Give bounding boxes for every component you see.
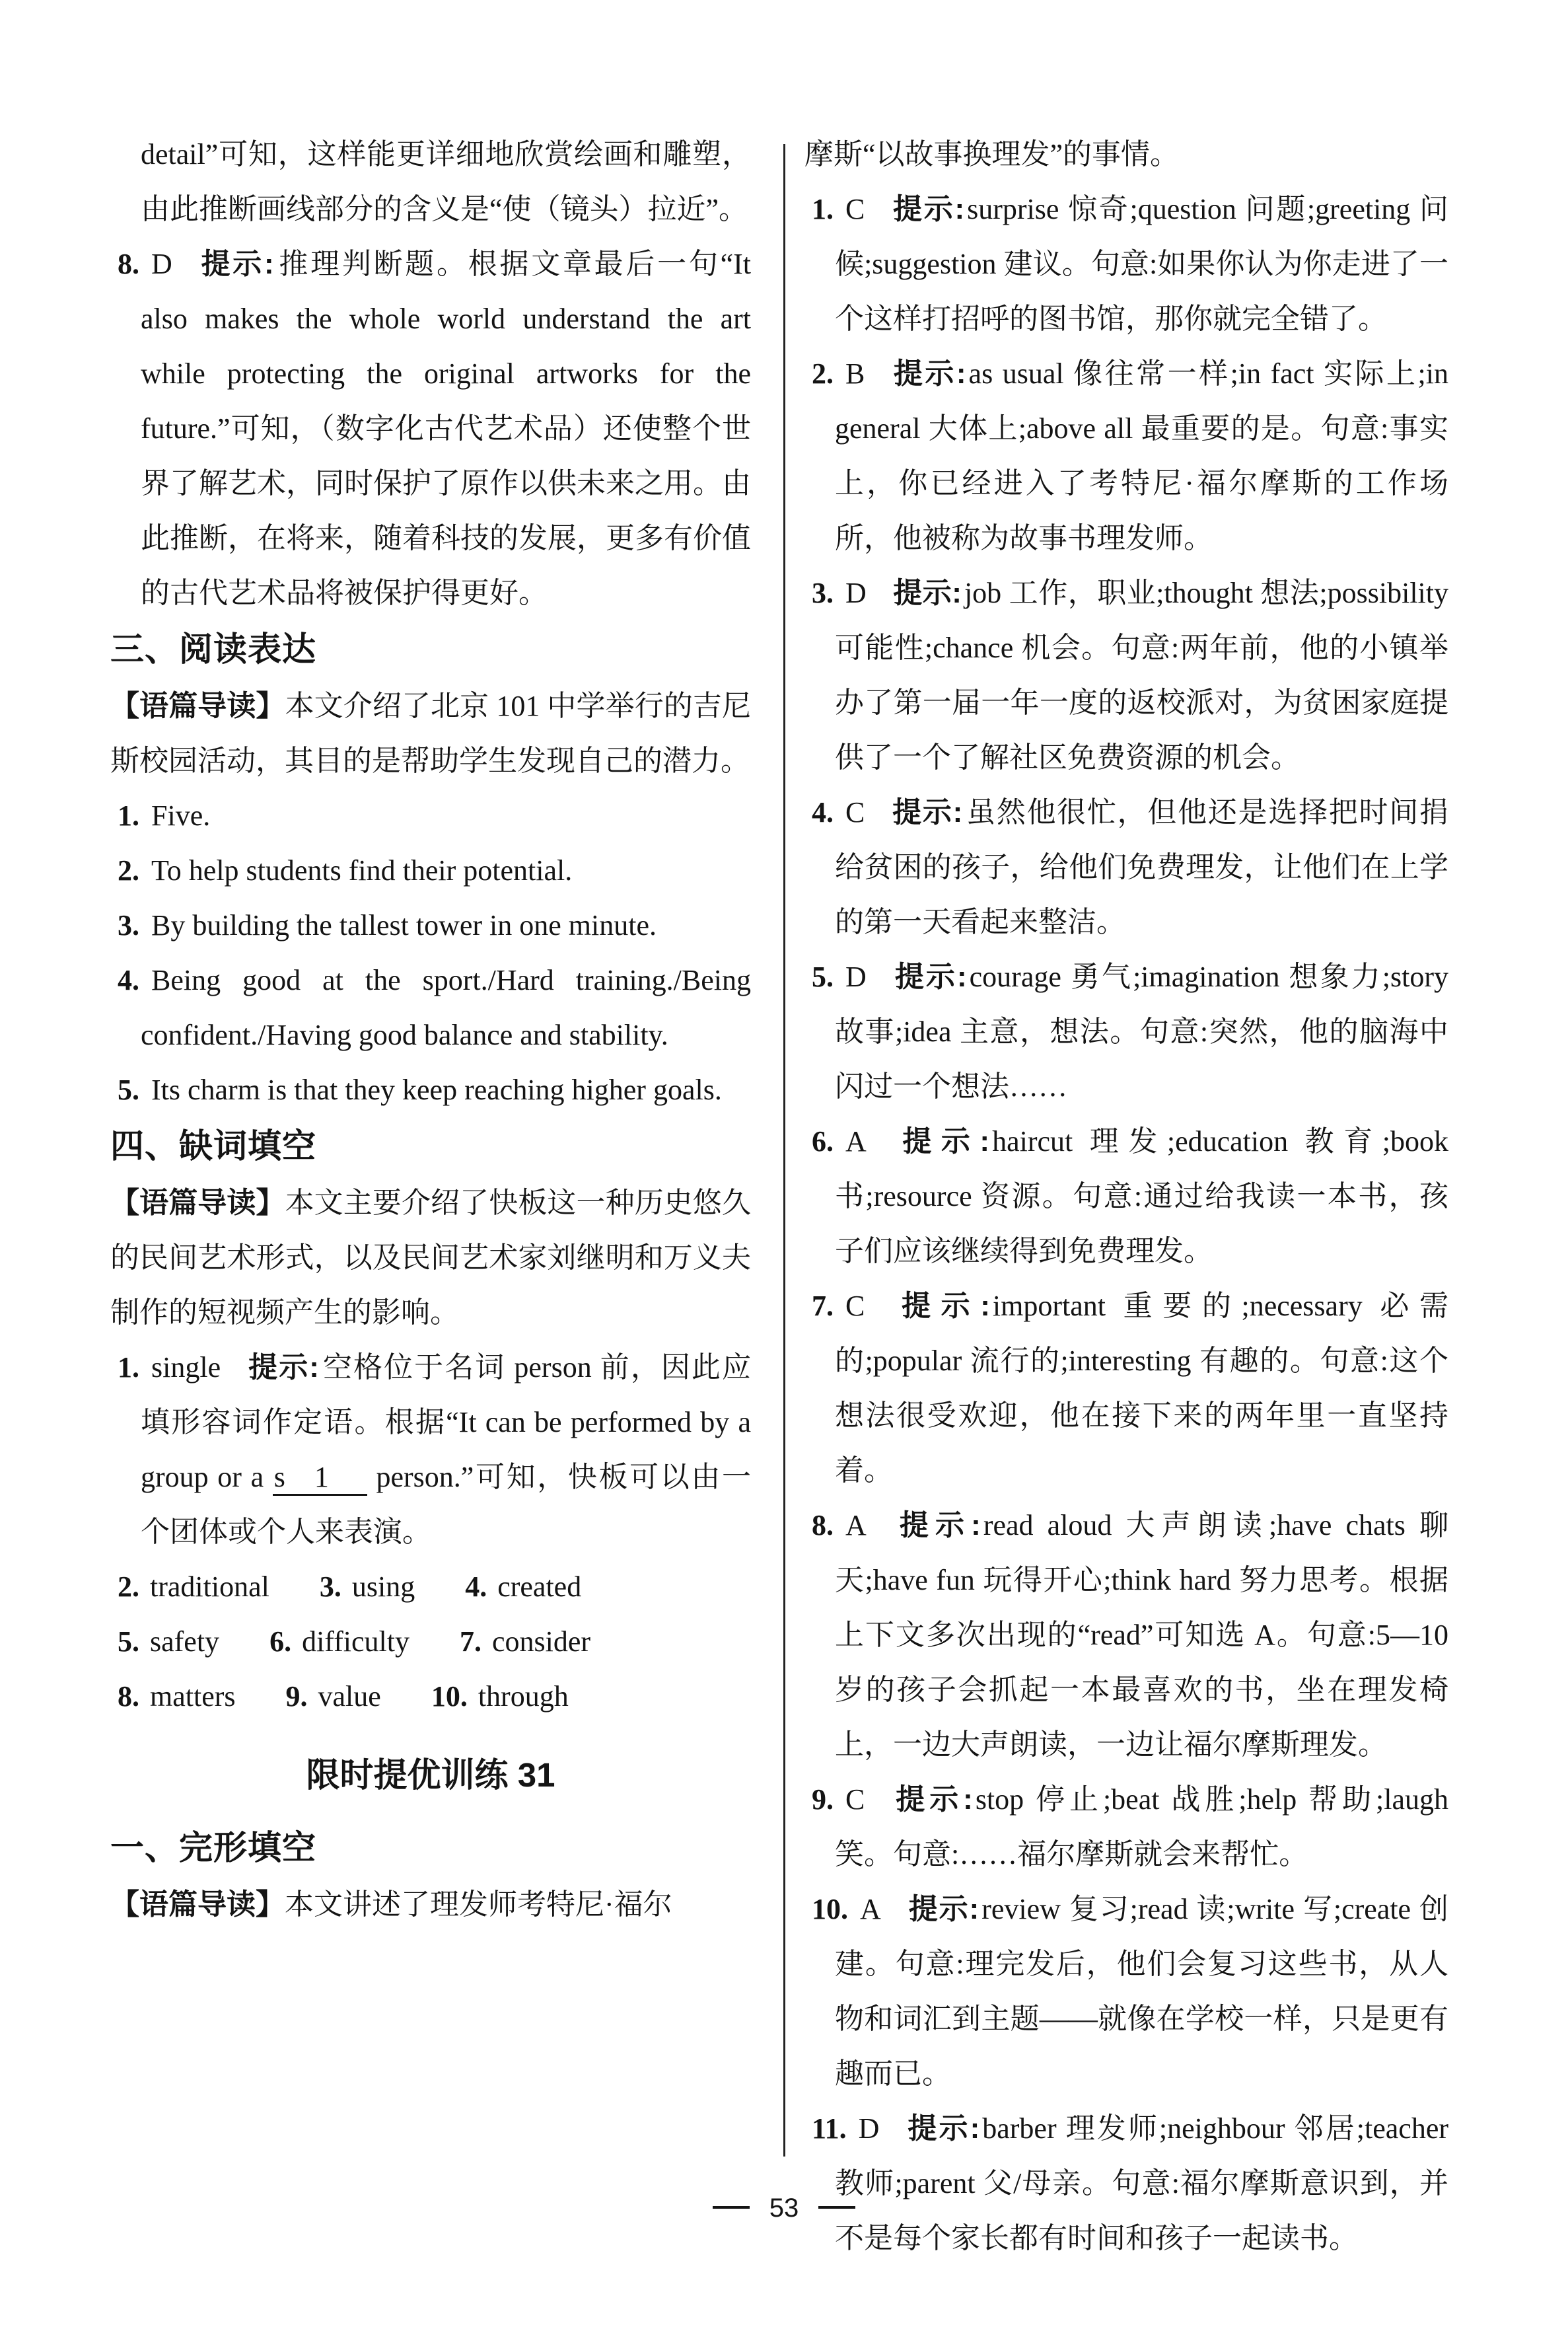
section-heading: 四、缺词填空 — [110, 1127, 317, 1165]
passage-intro — [110, 1877, 751, 1932]
answer-item — [110, 898, 751, 953]
fill-in-blank: s 1 — [273, 1461, 367, 1496]
answer-letter: C — [845, 1290, 865, 1322]
item-number: 2. — [812, 357, 834, 390]
answer-item — [804, 1882, 1448, 2101]
page-footer — [0, 2191, 1568, 2225]
answer-pair — [269, 1614, 410, 1669]
answer-row — [110, 1669, 751, 1724]
text-segment: job 工作，职业;thought 想法;possibility 可能性;chance 机会。句意:两年前，他的小镇举办了第一届一年一度的返校派对，为贫困家庭提供了一个了解社区免费资源的机会。 — [835, 577, 1448, 774]
item-number: 1. — [118, 799, 139, 832]
text-segment: as usual 像往常一样;in fact 实际上;in general 大体上;above all 最重要的是。句意:事实上，你已经进入了考特尼·福尔摩斯的工作场所，他被称为故事书理发师。 — [835, 357, 1448, 554]
answer-item — [804, 949, 1448, 1114]
answer-word: using — [351, 1570, 415, 1603]
tip-label: 提示: — [891, 1290, 990, 1322]
tip-label: 提示: — [891, 193, 965, 225]
item-number: 3. — [118, 909, 139, 941]
answer-item — [804, 1772, 1448, 1882]
answer-item — [804, 1114, 1448, 1278]
answer-letter: single — [151, 1351, 221, 1384]
answer-item — [804, 566, 1448, 785]
tip-label: 提示: — [247, 1351, 319, 1384]
answer-pair — [460, 1614, 590, 1669]
item-number: 8. — [118, 1680, 139, 1713]
answer-item — [110, 237, 751, 620]
text-segment: 虽然他很忙，但他还是选择把时间捐给贫困的孩子，给他们免费理发，让他们在上学的第一天看起来整洁。 — [835, 796, 1449, 938]
item-number: 7. — [812, 1290, 834, 1322]
text-segment: stop 停止;beat 战胜;help 帮助;laugh 笑。句意:……福尔摩斯就会来帮忙。 — [835, 1783, 1449, 1870]
tip-label: 提示: — [891, 357, 966, 390]
answer-letter: C — [845, 796, 865, 829]
intro-label: 【语篇导读】 — [110, 1888, 285, 1921]
answer-pair — [118, 1559, 269, 1614]
answer-letter: D — [845, 961, 867, 993]
passage-intro — [110, 1175, 751, 1340]
item-number: 3. — [319, 1570, 341, 1603]
text-segment: Its charm is that they keep reaching higher goals. — [151, 1074, 722, 1106]
text-segment: review 复习;read 读;write 写;create 创建。句意:理完发后，他们会复习这些书，从人物和词汇到主题——就像在学校一样，只是更有趣而已。 — [835, 1893, 1449, 2090]
tip-label: 提示: — [892, 1509, 981, 1541]
tip-label: 提示: — [907, 1893, 980, 1925]
answer-item — [804, 182, 1448, 346]
answer-item — [110, 953, 751, 1062]
answer-item — [804, 785, 1448, 949]
right-column — [804, 127, 1448, 2266]
text-segment: person.”可知，快板可以由一个团体或个人来表演。 — [141, 1461, 751, 1548]
text-segment: 本文介绍了北京 101 中学举行的吉尼斯校园活动，其目的是帮助学生发现自己的潜力。 — [110, 690, 752, 777]
item-number: 5. — [812, 961, 834, 993]
item-number: 7. — [460, 1625, 481, 1658]
answer-pair — [286, 1669, 381, 1724]
text-segment: read aloud 大声朗读;have chats 聊天;have fun 玩得开心;think hard 努力思考。根据上下文多次出现的“read”可知选 A。句意:5—10 岁的孩子会抓起一本最喜欢的书，坐在理发椅上，一边大声朗读，一边让福尔摩斯理发。 — [835, 1509, 1449, 1761]
intro-label: 【语篇导读】 — [110, 1187, 285, 1219]
item-number: 5. — [118, 1625, 139, 1658]
item-number: 6. — [812, 1125, 834, 1158]
section-heading: 一、完形填空 — [110, 1829, 317, 1866]
tip-label: 提示: — [892, 1125, 990, 1158]
tip-label: 提示: — [892, 577, 962, 609]
text-segment: courage 勇气;imagination 想象力;story 故事;idea 主意，想法。句意:突然，他的脑海中闪过一个想法…… — [835, 961, 1448, 1103]
tip-label: 提示: — [891, 796, 963, 829]
tip-label: 提示: — [198, 248, 274, 280]
text-segment: 空格位于名词 person 前，因此应填形容词作定语。根据“It can be performed by a group or a — [141, 1351, 751, 1493]
left-column — [110, 127, 751, 1932]
answer-item — [804, 1498, 1448, 1772]
answer-pair — [320, 1559, 415, 1614]
item-number: 2. — [118, 1570, 139, 1603]
item-number: 10. — [431, 1680, 468, 1713]
item-number: 11. — [812, 2112, 847, 2145]
answer-letter: C — [845, 1783, 865, 1816]
item-number: 4. — [465, 1570, 487, 1603]
item-number: 6. — [269, 1625, 292, 1658]
text-segment: 推理判断题。根据文章最后一句“It also makes the whole world understand the art while protecting the original artworks for the future.”可知，（数字化古代艺术品）还使整个世界了解艺术，同时保护了原作以供未来之用。由此推断，在将来，随着科技的发展，更多有价值的古代艺术品将被保护得更好。 — [141, 248, 752, 609]
answer-pair — [118, 1669, 236, 1724]
text-segment: important 重要的;necessary 必需的;popular 流行的;interesting 有趣的。句意:这个想法很受欢迎，他在接下来的两年里一直坚持着。 — [835, 1290, 1448, 1487]
exercise-set-title: 限时提优训练 31 — [306, 1756, 555, 1794]
answer-item — [804, 1278, 1448, 1498]
tip-label: 提示: — [892, 961, 967, 993]
item-number: 4. — [812, 796, 834, 829]
footer-dash-right — [818, 2206, 855, 2209]
answer-word: safety — [150, 1625, 220, 1658]
item-number: 9. — [285, 1680, 308, 1713]
answer-word: through — [478, 1680, 569, 1713]
answer-pair — [465, 1559, 581, 1614]
answer-item — [110, 843, 751, 898]
answer-word: value — [318, 1680, 381, 1713]
answer-letter: D — [845, 577, 867, 609]
footer-dash-left — [713, 2206, 750, 2209]
answer-pair — [118, 1614, 219, 1669]
text-segment: barber 理发师;neighbour 邻居;teacher 教师;parent 父/母亲。句意:福尔摩斯意识到，并不是每个家长都有时间和孩子一起读书。 — [835, 2112, 1448, 2254]
tip-label: 提示: — [891, 1783, 973, 1816]
answer-letter: D — [151, 248, 172, 280]
answer-letter: A — [860, 1893, 881, 1925]
answer-letter: A — [845, 1509, 867, 1541]
answer-item — [110, 1062, 751, 1117]
text-segment: Being good at the sport./Hard training./Being confident./Having good balance and stability. — [141, 964, 751, 1051]
answer-pair — [431, 1669, 569, 1724]
intro-label: 【语篇导读】 — [110, 690, 285, 722]
answer-word: matters — [150, 1680, 236, 1713]
answer-item — [110, 788, 751, 843]
text-segment: 本文主要介绍了快板这一种历史悠久的民间艺术形式，以及民间艺术家刘继明和万义夫制作的短视频产生的影响。 — [110, 1187, 752, 1329]
text-segment: By building the tallest tower in one minute. — [151, 909, 657, 941]
text-segment: Five. — [151, 799, 211, 832]
text-segment: To help students find their potential. — [151, 854, 573, 887]
item-number: 5. — [118, 1074, 139, 1106]
section-heading: 三、阅读表达 — [110, 630, 317, 668]
item-number: 9. — [812, 1783, 834, 1816]
answer-letter: B — [845, 357, 865, 390]
answer-word: created — [497, 1570, 582, 1603]
answer-letter: C — [845, 193, 865, 225]
item-number: 4. — [118, 964, 139, 996]
item-number: 2. — [118, 854, 139, 887]
item-number: 10. — [812, 1893, 848, 1925]
item-number: 8. — [812, 1509, 834, 1541]
text-segment: surprise 惊奇;question 问题;greeting 问候;suggestion 建议。句意:如果你认为你走进了一个这样打招呼的图书馆，那你就完全错了。 — [835, 193, 1449, 335]
text-segment: haircut 理发;education 教育;book 书;resource 资源。句意:通过给我读一本书，孩子们应该继续得到免费理发。 — [835, 1125, 1448, 1267]
text-segment: 本文讲述了理发师考特尼·福尔 — [285, 1888, 672, 1921]
answer-word: consider — [492, 1625, 591, 1658]
answer-row — [110, 1614, 751, 1669]
answer-item — [110, 1340, 751, 1559]
continued-text: 摩斯“以故事换理发”的事情。 — [804, 138, 1180, 170]
column-divider — [783, 144, 785, 2157]
page-number: 53 — [769, 2194, 799, 2223]
answer-word: traditional — [150, 1570, 269, 1603]
answer-letter: D — [858, 2112, 880, 2145]
item-number: 3. — [812, 577, 834, 609]
answer-row — [110, 1559, 751, 1614]
passage-intro — [110, 679, 751, 788]
answer-word: difficulty — [302, 1625, 410, 1658]
item-number: 1. — [812, 193, 834, 225]
item-number: 1. — [118, 1351, 139, 1384]
tip-label: 提示: — [906, 2112, 980, 2145]
answer-item — [804, 346, 1448, 566]
continued-text: detail”可知，这样能更详细地欣赏绘画和雕塑，由此推断画线部分的含义是“使（镜头）拉近”。 — [141, 138, 751, 225]
answer-item — [804, 2101, 1448, 2266]
answer-letter: A — [845, 1125, 867, 1158]
item-number: 8. — [118, 248, 139, 280]
